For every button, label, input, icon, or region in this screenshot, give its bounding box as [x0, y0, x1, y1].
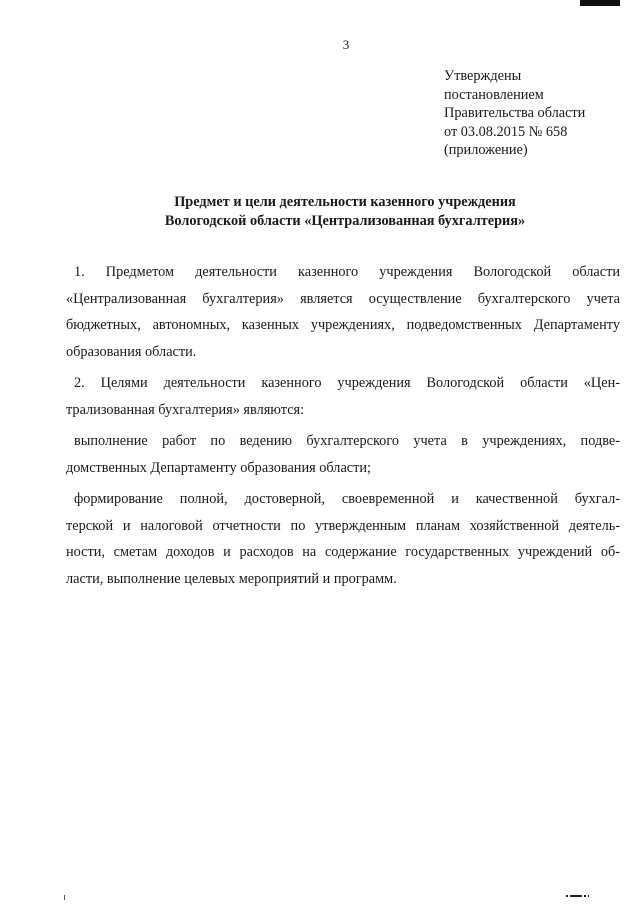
paragraph-line: терской и налоговой отчетности по утвержденным планам хозяйственной деятель-: [66, 517, 620, 534]
approval-line: постановлением: [444, 86, 544, 103]
scan-edge-mark: [580, 0, 620, 6]
approval-line: Утверждены: [444, 68, 522, 84]
paragraph-line: выполнение работ по ведению бухгалтерского учета в учреждениях, подве-: [74, 433, 620, 449]
approval-line: Правительства области: [444, 105, 586, 122]
paragraph-line: образования области.: [66, 343, 197, 360]
paragraph-3: [66, 428, 620, 481]
paragraph-line: «Централизованная бухгалтерия» является осуществление бухгалтерского учета: [66, 290, 620, 307]
approval-line: (приложение): [444, 142, 528, 159]
paragraph-line: ласти, выполнение целевых мероприятий и программ.: [66, 570, 397, 587]
paragraph-line: формирование полной, достоверной, своевременной и качественной бухгал-: [74, 491, 620, 507]
title-line-2: Вологодской области «Централизованная бухгалтерия»: [164, 213, 526, 229]
document-title: [60, 193, 630, 231]
paragraph-line: бюджетных, автономных, казенных учреждениях, подведомственных Департаменту: [66, 317, 620, 333]
paragraph-line: трализованная бухгалтерия» являются:: [66, 401, 305, 418]
paragraph-line: 2. Целями деятельности казенного учреждения Вологодской области «Цен-: [74, 375, 620, 391]
paragraph-2: [66, 370, 620, 423]
title-line-1: Предмет и цели деятельности казенного учреждения: [174, 194, 516, 210]
paragraph-line: домственных Департаменту образования области;: [66, 459, 372, 476]
paragraph-1: [66, 259, 620, 365]
scan-tick-mark: [64, 895, 65, 900]
document-body: [66, 259, 620, 597]
approval-stamp-block: [444, 67, 634, 160]
paragraph-4: [66, 486, 620, 592]
approval-line: от 03.08.2015 № 658: [444, 123, 568, 140]
page-number: 3: [342, 37, 350, 52]
paragraph-line: 1. Предметом деятельности казенного учреждения Вологодской области: [74, 264, 620, 280]
paragraph-line: ности, сметам доходов и расходов на содержание государственных учреждений об-: [66, 544, 620, 560]
barcode-mark: [566, 893, 590, 899]
